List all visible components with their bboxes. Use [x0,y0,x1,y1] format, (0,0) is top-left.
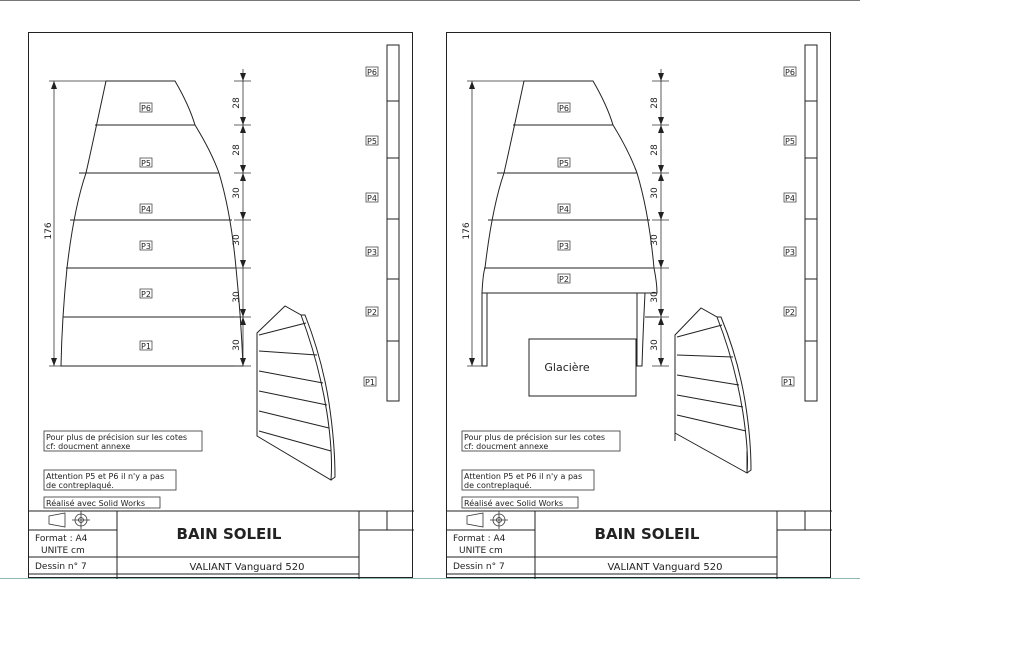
title-block-drawing-number: Dessin n° 7 [453,562,505,572]
side-part-p1: P1 [365,378,375,387]
title-block-format: Format : A4 [35,534,88,544]
note-warning-line-1: Attention P5 et P6 il n'y a pas [46,472,165,481]
note-precision-line-2: cf: doucment annexe [46,442,131,451]
title-block-title: BAIN SOLEIL [176,525,282,543]
overall-height-label: 176 [44,222,54,240]
isometric-stack-view [257,306,335,480]
front-profile-view [482,81,659,366]
dimension-label-5: 30 [232,291,242,303]
side-part-p6: P6 [367,68,377,77]
part-label-p6: P6 [141,104,151,113]
note-warning-line-1: Attention P5 et P6 il n'y a pas [464,472,583,481]
part-label-p3: P3 [141,242,151,251]
isometric-stack-view [675,308,751,473]
overall-height-label: 176 [462,222,472,240]
side-part-p3: P3 [367,248,377,257]
part-label-p3: P3 [559,242,569,251]
part-label-p2: P2 [559,275,569,284]
side-part-p3: P3 [785,248,795,257]
side-part-p4: P4 [785,194,795,203]
notes [44,431,202,508]
dimension-label-3: 30 [650,187,660,199]
part-label-p5: P5 [141,159,151,168]
dimension-label-1: 28 [650,97,660,109]
front-profile-view [61,81,243,366]
part-label-p4: P4 [141,205,151,214]
side-elevation-strip [364,45,399,401]
dimension-chain [650,69,669,366]
title-block-subtitle: VALIANT Vanguard 520 [189,562,305,573]
dimension-label-3: 30 [232,187,242,199]
side-part-p4: P4 [367,194,377,203]
title-block [447,511,832,579]
cooler-cutout-label: Glacière [544,361,590,374]
title-block-format: Format : A4 [453,534,506,544]
front-part-labels [140,103,152,351]
dimension-label-6: 30 [650,339,660,351]
part-label-p4: P4 [559,205,569,214]
dimension-label-1: 28 [232,97,242,109]
title-block-drawing-number: Dessin n° 7 [35,562,87,572]
note-software: Réalisé avec Solid Works [464,499,564,508]
title-block [29,511,414,579]
note-warning-line-2: de contreplaqué. [464,481,532,490]
drawing-right-svg [447,33,832,579]
part-label-p2: P2 [141,290,151,299]
projection-symbol-icon [467,511,508,529]
dimension-label-5: 30 [650,291,660,303]
notes [462,431,620,508]
note-warning-line-2: de contreplaqué. [46,481,114,490]
title-block-unit: UNITE cm [41,546,85,556]
dimension-chain [232,69,251,366]
note-precision-line-1: Pour plus de précision sur les cotes [46,433,188,442]
side-part-p2: P2 [367,308,377,317]
dimension-label-2: 28 [232,144,242,156]
part-label-p5: P5 [559,159,569,168]
dimension-label-4: 30 [232,234,242,246]
drawing-sheet-right [446,32,831,578]
part-label-p1: P1 [141,342,151,351]
title-block-title: BAIN SOLEIL [594,525,700,543]
projection-symbol-icon [49,511,90,529]
part-label-p6: P6 [559,104,569,113]
drawing-left-svg [29,33,414,579]
side-part-p6: P6 [785,68,795,77]
side-elevation-strip [782,45,817,401]
side-part-p2: P2 [785,308,795,317]
front-part-labels [558,103,570,284]
dimension-label-6: 30 [232,339,242,351]
note-software: Réalisé avec Solid Works [46,499,146,508]
note-precision-line-1: Pour plus de précision sur les cotes [464,433,606,442]
side-part-p5: P5 [367,137,377,146]
dimension-label-4: 30 [650,234,660,246]
title-block-subtitle: VALIANT Vanguard 520 [607,562,723,573]
page-top-rule [0,0,860,1]
side-part-p1: P1 [783,378,793,387]
title-block-unit: UNITE cm [459,546,503,556]
dimension-label-2: 28 [650,144,660,156]
note-precision-line-2: cf: doucment annexe [464,442,549,451]
side-part-p5: P5 [785,137,795,146]
drawing-sheet-left [28,32,413,578]
cooler-cutout [529,339,636,396]
